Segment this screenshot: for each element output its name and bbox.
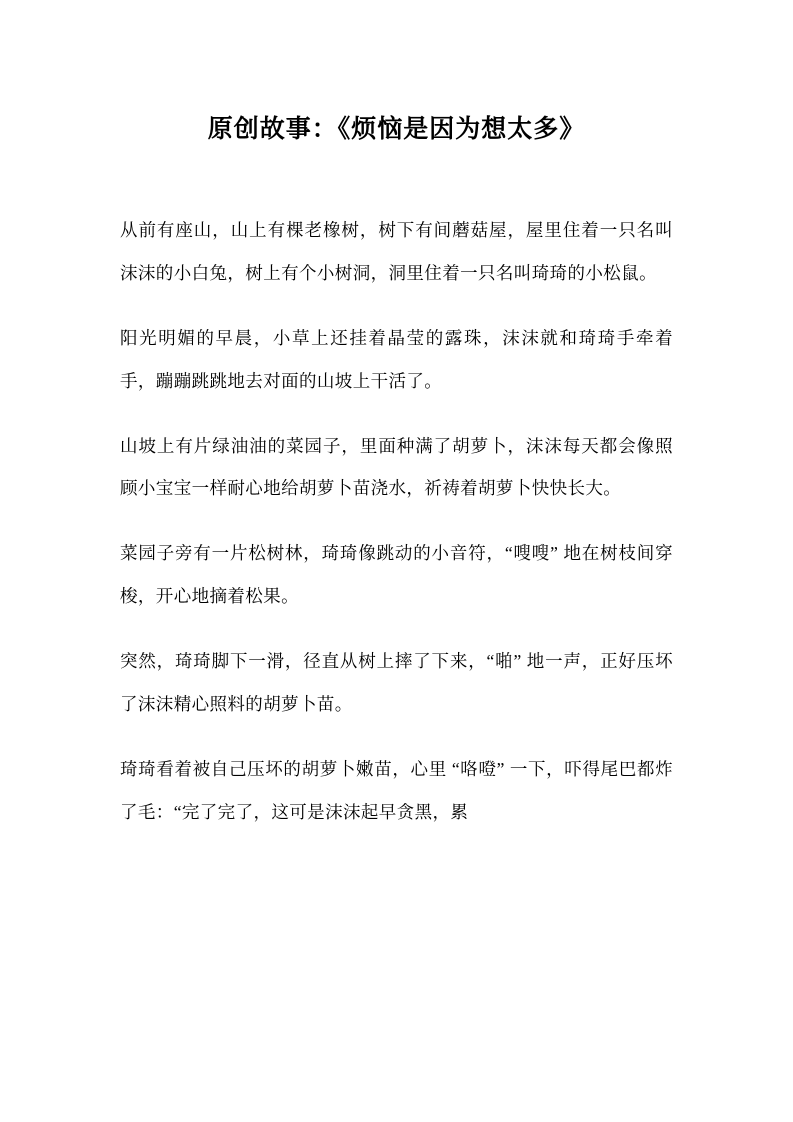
paragraph: 从前有座山，山上有棵老橡树，树下有间蘑菇屋，屋里住着一只名叫沫沫的小白兔，树上有个小树洞，洞里住着一只名叫琦琦的小松鼠。 — [120, 220, 673, 283]
page-title: 原创故事：《烦恼是因为想太多》 — [207, 116, 586, 143]
paragraph: 菜园子旁有一片松树林，琦琦像跳动的小音符，“嗖嗖” 地在树枝间穿梭，开心地摘着松果。 — [120, 543, 673, 607]
paragraph: 突然，琦琦脚下一滑，径直从树上摔了下来，“啪” 地一声，正好压坏了沫沫精心照料的胡萝卜苗。 — [120, 651, 673, 714]
document-body — [120, 209, 673, 834]
paragraph: 山坡上有片绿油油的菜园子，里面种满了胡萝卜，沫沫每天都会像照顾小宝宝一样耐心地给胡萝卜苗浇水，祈祷着胡萝卜快快长大。 — [120, 435, 673, 499]
paragraph: 琦琦看着被自己压坏的胡萝卜嫩苗，心里 “咯噔” 一下，吓得尾巴都炸了毛：“完了完了，这可是沫沫起早贪黑，累 — [120, 758, 673, 822]
paragraph: 阳光明媚的早晨，小草上还挂着晶莹的露珠，沫沫就和琦琦手牵着手，蹦蹦跳跳地去对面的山坡上干活了。 — [120, 327, 673, 391]
